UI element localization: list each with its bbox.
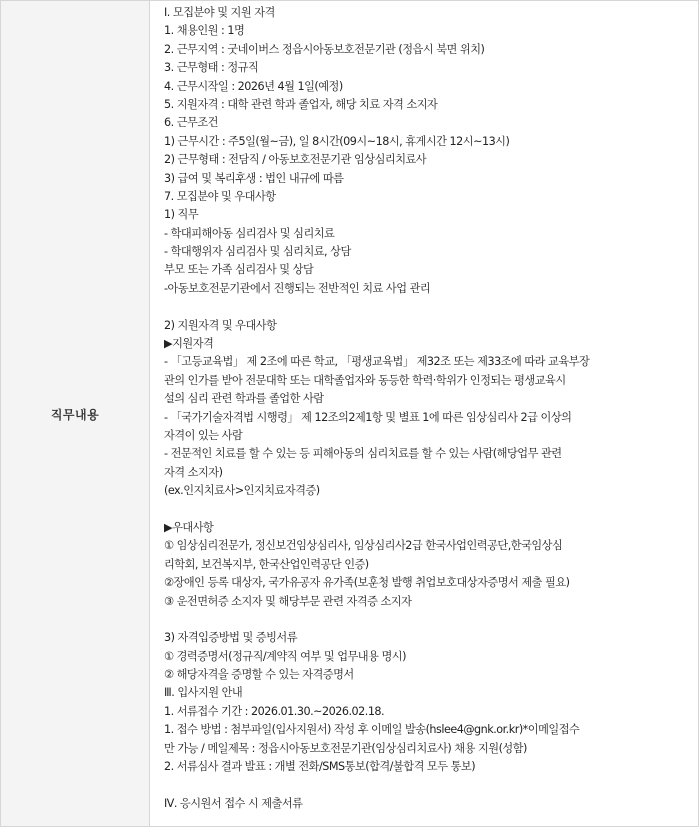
text-line: 2) 지원자격 및 우대사항 [164,318,277,332]
text-line: Ⅰ. 모집분야 및 지원 자격 [164,6,275,19]
text-line: 설의 심리 관련 학과를 졸업한 사람 [164,392,324,406]
text-line: 3) 자격입증방법 및 증빙서류 [164,631,298,645]
blank-line [164,611,692,629]
job-description-cell [150,1,699,827]
text-line: 2. 서류심사 결과 발표 : 개별 전화/SMS통보(합격/불합격 모두 통보) [164,760,476,774]
row-header-label: 직무내용 [50,408,100,422]
text-line: 1) 직무 [164,208,199,222]
text-line: 2) 근무형태 : 전담직 / 아동보호전문기관 임상심리치료사 [164,153,427,167]
text-line: - 전문적인 치료를 할 수 있는 등 피해아동의 심리치료를 할 수 있는 사람(해당업무 관련 [164,447,562,461]
text-line: -아동보호전문기관에서 진행되는 전반적인 치료 사업 관리 [164,281,431,295]
text-line: 리학회, 보건복지부, 한국산업인력공단 인증) [164,557,369,571]
text-line: 1. 접수 방법 : 첨부파일(입사지원서) 작성 후 이메일 발송(hslee4@gnk.or.kr)*이메일접수 [164,723,580,737]
text-line: ②장애인 등록 대상자, 국가유공자 유가족(보훈청 발행 취업보호대상자증명서 제출 필요) [164,576,570,590]
text-line: ▶지원자격 [164,337,214,351]
text-line: 3) 급여 및 복리후생 : 법인 내규에 따름 [164,171,344,185]
text-line: (ex.인지치료사>인지치료자격증) [164,484,320,498]
text-line: ② 해당자격을 증명할 수 있는 자격증명서 [164,668,354,682]
text-line: - 「국가기술자격법 시행령」 제 12조의2제1항 및 별표 1에 따른 임상심리사 2급 이상의 [164,410,572,424]
text-line: - 학대행위자 심리검사 및 심리치료, 상담 [164,245,351,259]
blank-line [164,776,692,794]
text-line: 1) 근무시간 : 주5일(월~금), 일 8시간(09시~18시, 휴게시간 12시~13시) [164,134,510,148]
text-line: - 학대피해아동 심리검사 및 심리치료 [164,226,335,240]
text-line: 만 가능 / 메일제목 : 정읍시아동보호전문기관(임상심리치료사) 채용 지원(성함) [164,741,527,755]
text-line: 1. 채용인원 : 1명 [164,24,245,38]
text-line: 3. 근무형태 : 정규직 [164,61,259,75]
text-line: 부모 또는 가족 심리검사 및 상담 [164,263,314,277]
text-line: 자격 소지자) [164,465,223,479]
text-line: 7. 모집분야 및 우대사항 [164,189,276,203]
blank-line [164,501,692,519]
text-line: ▶우대사항 [164,520,214,534]
text-line: Ⅳ. 응시원서 접수 시 제출서류 [164,796,303,810]
text-line: 관의 인가를 받아 전문대학 또는 대학졸업자와 동등한 학력·학위가 인정되는 평생교육시 [164,373,566,387]
text-line: Ⅲ. 입사지원 안내 [164,686,243,700]
text-line: ① 경력증명서(정규직/계약직 여부 및 업무내용 명시) [164,649,406,663]
job-description-text [150,1,698,813]
text-line: ③ 운전면허증 소지자 및 해당부문 관련 자격증 소지자 [164,594,412,608]
text-line: 6. 근무조건 [164,116,218,130]
text-line: 1. 서류접수 기간 : 2026.01.30.~2026.02.18. [164,704,385,718]
text-line: 자격이 있는 사람 [164,428,243,442]
text-line: 5. 지원자격 : 대학 관련 학과 졸업자, 해당 치료 자격 소지자 [164,97,438,111]
row-header-cell [1,1,150,827]
text-line: ① 임상심리전문가, 정신보건임상심리사, 임상심리사2급 한국사업인력공단,한국임상심 [164,539,563,553]
blank-line [164,298,692,316]
text-line: - 「고등교육법」 제 2조에 따른 학교, 「평생교육법」 제32조 또는 제33조에 따라 교육부장 [164,355,590,369]
text-line: 4. 근무시작일 : 2026년 4월 1일(예정) [164,79,343,93]
text-line: 2. 근무지역 : 굿네이버스 정읍시아동보호전문기관 (정읍시 북면 위치) [164,42,485,56]
table-row [1,1,699,827]
